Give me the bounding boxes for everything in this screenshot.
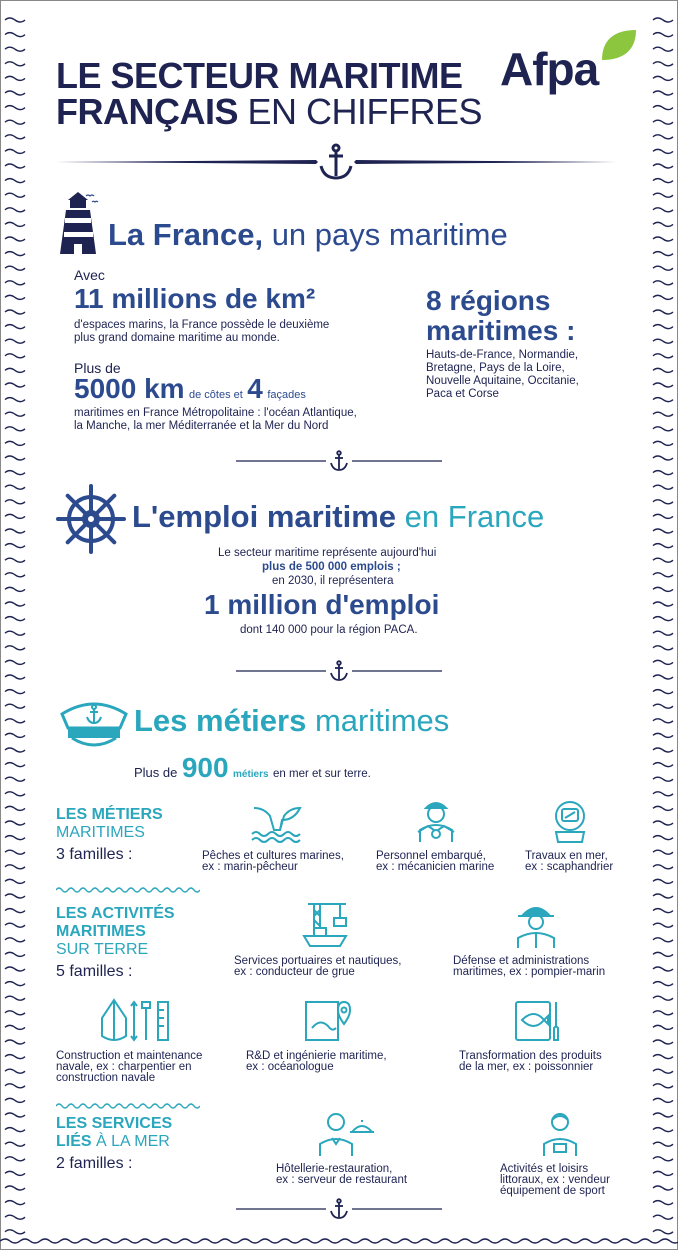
wave-stroke bbox=[5, 427, 25, 431]
cat2-head-line1: LES ACTIVITÉS bbox=[56, 905, 175, 922]
wave-stroke bbox=[5, 996, 25, 1000]
wave-stroke bbox=[653, 719, 673, 723]
cat2-job1-line1: Services portuaires et nautiques, bbox=[234, 955, 402, 967]
wave-stroke bbox=[5, 1171, 25, 1175]
fish-board-icon bbox=[512, 998, 562, 1044]
wave-stroke bbox=[653, 62, 673, 66]
wave-stroke bbox=[5, 573, 25, 577]
wave-stroke bbox=[653, 1201, 673, 1205]
wave-stroke bbox=[653, 617, 673, 621]
wave-stroke bbox=[653, 179, 673, 183]
wave-stroke bbox=[653, 967, 673, 971]
wave-stroke bbox=[653, 120, 673, 124]
wave-stroke bbox=[5, 1186, 25, 1190]
cat3-head-line1: LES SERVICES bbox=[56, 1115, 173, 1132]
captain-hat-icon bbox=[58, 694, 130, 752]
main-title-bold: FRANÇAIS bbox=[56, 91, 238, 132]
metiers-count: 900 bbox=[181, 752, 229, 783]
wave-stroke bbox=[5, 967, 25, 971]
wave-stroke bbox=[5, 1142, 25, 1146]
wave-stroke bbox=[653, 1171, 673, 1175]
emploi-line3: en 2030, il représentera bbox=[272, 575, 394, 587]
wave-stroke bbox=[5, 149, 25, 153]
wave-stroke bbox=[653, 412, 673, 416]
wave-stroke bbox=[5, 1040, 25, 1044]
wave-stroke bbox=[653, 500, 673, 504]
wave-stroke bbox=[653, 427, 673, 431]
metiers-plus-de: Plus de bbox=[134, 765, 178, 780]
cat2-job4-line2: ex : océanologue bbox=[246, 1061, 334, 1073]
wave-stroke bbox=[5, 33, 25, 37]
cat1-job1-line1: Pêches et cultures marines, bbox=[202, 850, 344, 862]
vendor-icon bbox=[538, 1110, 582, 1158]
anchor-divider-bottom bbox=[236, 1198, 442, 1220]
wave-stroke bbox=[653, 544, 673, 548]
anchor-divider-2 bbox=[236, 660, 442, 682]
wave-stroke bbox=[653, 1011, 673, 1015]
wave-stroke bbox=[5, 1011, 25, 1015]
wave-stroke bbox=[5, 1157, 25, 1161]
wave-stroke bbox=[653, 1055, 673, 1059]
wave-stroke bbox=[653, 398, 673, 402]
wave-stroke bbox=[653, 471, 673, 475]
wave-stroke bbox=[5, 456, 25, 460]
wave-stroke bbox=[653, 135, 673, 139]
ship-wheel-icon bbox=[56, 484, 126, 554]
cat1-families: 3 familles : bbox=[56, 846, 133, 863]
regions-list-line4: Paca et Corse bbox=[426, 388, 499, 400]
cat1-job1-line2: ex : marin-pêcheur bbox=[202, 861, 298, 873]
wave-stroke bbox=[653, 909, 673, 913]
wave-stroke bbox=[5, 792, 25, 796]
wave-stroke bbox=[653, 529, 673, 533]
wave-stroke bbox=[653, 149, 673, 153]
wave-stroke bbox=[653, 923, 673, 927]
wave-stroke bbox=[5, 222, 25, 226]
wave-stroke bbox=[5, 894, 25, 898]
wave-stroke bbox=[653, 514, 673, 518]
wave-stroke bbox=[653, 1230, 673, 1234]
cat2-job3-line3: construction navale bbox=[56, 1072, 156, 1084]
cat2-job4-line1: R&D et ingénierie maritime, bbox=[246, 1050, 387, 1062]
wave-stroke bbox=[5, 879, 25, 883]
wave-stroke bbox=[653, 208, 673, 212]
wave-stroke bbox=[653, 237, 673, 241]
wave-stroke bbox=[653, 1128, 673, 1132]
wave-stroke bbox=[5, 1069, 25, 1073]
wave-stroke bbox=[653, 850, 673, 854]
wave-stroke bbox=[5, 1113, 25, 1117]
wave-stroke bbox=[653, 1040, 673, 1044]
cat2-head-line2: MARITIMES bbox=[56, 923, 146, 940]
wave-stroke bbox=[653, 354, 673, 358]
section-metiers-heading bbox=[134, 704, 449, 738]
cat3-head-line2 bbox=[56, 1133, 170, 1151]
wave-stroke bbox=[5, 193, 25, 197]
wave-stroke bbox=[5, 1128, 25, 1132]
france-heading-bold: La France, bbox=[108, 217, 264, 252]
coast-text-line2: la Manche, la mer Méditerranée et la Mer du Nord bbox=[74, 420, 329, 432]
wave-stroke bbox=[5, 704, 25, 708]
emploi-line2: plus de 500 000 emplois ; bbox=[262, 561, 401, 573]
cat3-job2-line1: Activités et loisirs bbox=[500, 1163, 589, 1175]
wave-stroke bbox=[5, 690, 25, 694]
area-value: 11 millions de km² bbox=[74, 283, 316, 314]
wave-stroke bbox=[5, 544, 25, 548]
wave-stroke bbox=[5, 1055, 25, 1059]
section-emploi-heading bbox=[132, 500, 544, 534]
wave-stroke bbox=[5, 398, 25, 402]
port-crane-icon bbox=[300, 900, 350, 950]
wave-stroke bbox=[5, 76, 25, 80]
wave-stroke bbox=[653, 47, 673, 51]
wave-stroke bbox=[653, 339, 673, 343]
mechanic-icon bbox=[414, 796, 458, 844]
left-wave-border bbox=[4, 14, 26, 1236]
wave-stroke bbox=[5, 383, 25, 387]
wave-stroke bbox=[5, 354, 25, 358]
cat2-job3-line1: Construction et maintenance bbox=[56, 1050, 203, 1062]
lighthouse-icon bbox=[56, 192, 102, 256]
cat2-head-line3: SUR TERRE bbox=[56, 941, 149, 958]
france-heading-light: un pays maritime bbox=[271, 217, 508, 252]
wave-stroke bbox=[653, 763, 673, 767]
emploi-big: 1 million d'emploi bbox=[204, 589, 440, 620]
wave-stroke bbox=[5, 62, 25, 66]
cat3-job1-line2: ex : serveur de restaurant bbox=[276, 1174, 408, 1186]
bottom-wave-border bbox=[0, 1236, 678, 1246]
wave-stroke bbox=[5, 558, 25, 562]
wave-stroke bbox=[653, 1098, 673, 1102]
metiers-heading-bold: Les métiers bbox=[134, 703, 307, 738]
wave-stroke bbox=[653, 1215, 673, 1219]
wave-stroke bbox=[653, 806, 673, 810]
wave-stroke bbox=[5, 281, 25, 285]
wave-stroke bbox=[653, 193, 673, 197]
waiter-icon bbox=[316, 1110, 376, 1158]
cat1-head-line2: MARITIMES bbox=[56, 824, 145, 841]
wave-stroke bbox=[653, 76, 673, 80]
cat3-head-bold: LIÉS bbox=[56, 1133, 92, 1150]
main-title-line1: LE SECTEUR MARITIME bbox=[56, 55, 463, 96]
cat2-job5-line2: de la mer, ex : poissonnier bbox=[459, 1061, 594, 1073]
plus-de-label: Plus de bbox=[74, 360, 121, 376]
section-france-heading bbox=[108, 218, 508, 252]
wave-stroke bbox=[5, 266, 25, 270]
wave-stroke bbox=[5, 412, 25, 416]
afpa-logo: Afpa bbox=[500, 43, 599, 95]
regions-list-line1: Hauts-de-France, Normandie, bbox=[426, 349, 579, 361]
wave-stroke bbox=[653, 266, 673, 270]
wave-stroke bbox=[653, 646, 673, 650]
wave-stroke bbox=[5, 252, 25, 256]
cat3-job1-line1: Hôtellerie-restauration, bbox=[276, 1163, 393, 1175]
wave-stroke bbox=[653, 1142, 673, 1146]
wave-stroke bbox=[5, 339, 25, 343]
cat2-families: 5 familles : bbox=[56, 963, 133, 980]
emploi-line1: Le secteur maritime représente aujourd'hui bbox=[218, 547, 437, 559]
wavy-separator-1 bbox=[56, 886, 200, 894]
wave-stroke bbox=[5, 587, 25, 591]
wave-stroke bbox=[5, 135, 25, 139]
main-title-line2 bbox=[56, 91, 483, 132]
wave-stroke bbox=[5, 821, 25, 825]
wave-stroke bbox=[653, 1186, 673, 1190]
main-title-light: EN CHIFFRES bbox=[247, 91, 483, 132]
wave-stroke bbox=[5, 836, 25, 840]
wave-stroke bbox=[653, 1113, 673, 1117]
wave-stroke bbox=[5, 777, 25, 781]
cat2-job2-line2: maritimes, ex : pompier-marin bbox=[453, 966, 606, 978]
cat3-job2-line2: littoraux, ex : vendeur bbox=[500, 1174, 610, 1186]
wave-stroke bbox=[653, 982, 673, 986]
cat1-job2-line2: ex : mécanicien marine bbox=[376, 861, 495, 873]
wave-stroke bbox=[653, 748, 673, 752]
cat2-job3-line2: navale, ex : charpentier en bbox=[56, 1061, 192, 1073]
wave-stroke bbox=[5, 806, 25, 810]
wave-stroke bbox=[5, 441, 25, 445]
cat1-head-line1: LES MÉTIERS bbox=[56, 806, 163, 823]
facades-label: façades bbox=[267, 389, 306, 401]
wave-stroke bbox=[5, 763, 25, 767]
coast-line bbox=[74, 374, 306, 404]
wave-stroke bbox=[5, 208, 25, 212]
coast-text-line1: maritimes en France Métropolitaine : l'océan Atlantique, bbox=[74, 407, 357, 419]
anchor-divider-top bbox=[56, 142, 616, 182]
regions-list-line3: Nouvelle Aquitaine, Occitanie, bbox=[426, 375, 579, 387]
wave-stroke bbox=[5, 631, 25, 635]
wave-stroke bbox=[653, 879, 673, 883]
wave-stroke bbox=[5, 325, 25, 329]
wave-stroke bbox=[653, 310, 673, 314]
facades-value: 4 bbox=[247, 373, 263, 404]
regions-line1: 8 régions bbox=[426, 285, 551, 316]
wave-stroke bbox=[5, 529, 25, 533]
anchor-divider-1 bbox=[236, 450, 442, 472]
wave-stroke bbox=[5, 675, 25, 679]
wave-stroke bbox=[5, 850, 25, 854]
regions-line2: maritimes : bbox=[426, 315, 576, 346]
wave-stroke bbox=[653, 164, 673, 168]
wave-stroke bbox=[653, 865, 673, 869]
wave-stroke bbox=[653, 281, 673, 285]
wave-stroke bbox=[653, 777, 673, 781]
wave-stroke bbox=[5, 938, 25, 942]
cat1-job3-line2: ex : scaphandrier bbox=[525, 861, 614, 873]
wave-stroke bbox=[653, 91, 673, 95]
wave-stroke bbox=[5, 368, 25, 372]
wave-stroke bbox=[5, 952, 25, 956]
wave-stroke bbox=[5, 18, 25, 22]
wave-stroke bbox=[5, 602, 25, 606]
cat3-head-light: À LA MER bbox=[96, 1133, 170, 1150]
wave-stroke bbox=[5, 865, 25, 869]
wave-stroke bbox=[653, 485, 673, 489]
wave-stroke bbox=[5, 923, 25, 927]
wave-stroke bbox=[5, 1201, 25, 1205]
metiers-count-line bbox=[134, 752, 371, 784]
map-icon bbox=[302, 998, 352, 1044]
coast-mid: de côtes et bbox=[189, 389, 243, 401]
wave-stroke bbox=[5, 47, 25, 51]
wave-stroke bbox=[653, 792, 673, 796]
cat1-job2-line1: Personnel embarqué, bbox=[376, 850, 486, 862]
wave-stroke bbox=[5, 485, 25, 489]
wavy-separator-2 bbox=[56, 1102, 200, 1110]
wave-stroke bbox=[5, 237, 25, 241]
wave-stroke bbox=[653, 222, 673, 226]
wave-stroke bbox=[653, 456, 673, 460]
wave-stroke bbox=[5, 646, 25, 650]
wave-stroke bbox=[5, 1215, 25, 1219]
wave-stroke bbox=[653, 733, 673, 737]
afpa-leaf-icon bbox=[600, 28, 638, 62]
wave-stroke bbox=[653, 704, 673, 708]
metiers-count-tail: en mer et sur terre. bbox=[273, 768, 371, 780]
emploi-heading-bold: L'emploi maritime bbox=[132, 499, 397, 534]
wave-stroke bbox=[5, 660, 25, 664]
wave-stroke bbox=[5, 310, 25, 314]
wave-stroke bbox=[653, 383, 673, 387]
diver-icon bbox=[550, 798, 590, 844]
wave-stroke bbox=[653, 573, 673, 577]
wave-stroke bbox=[653, 952, 673, 956]
wave-stroke bbox=[653, 1084, 673, 1088]
wave-stroke bbox=[5, 295, 25, 299]
wave-stroke bbox=[653, 558, 673, 562]
wave-stroke bbox=[5, 500, 25, 504]
wave-stroke bbox=[5, 909, 25, 913]
wave-stroke bbox=[5, 1084, 25, 1088]
wave-stroke bbox=[653, 106, 673, 110]
wave-stroke bbox=[5, 1230, 25, 1234]
wave-stroke bbox=[653, 821, 673, 825]
cat3-families: 2 familles : bbox=[56, 1155, 133, 1172]
coast-value: 5000 km bbox=[74, 373, 185, 404]
wave-stroke bbox=[5, 748, 25, 752]
wave-stroke bbox=[653, 660, 673, 664]
cat2-job5-line1: Transformation des produits bbox=[459, 1050, 602, 1062]
wave-stroke bbox=[653, 894, 673, 898]
avec-label: Avec bbox=[74, 267, 105, 283]
wave-stroke bbox=[653, 18, 673, 22]
wave-stroke bbox=[653, 690, 673, 694]
whale-tail-icon bbox=[250, 804, 304, 844]
cat1-job3-line1: Travaux en mer, bbox=[525, 850, 608, 862]
wave-stroke bbox=[653, 441, 673, 445]
wave-stroke bbox=[653, 602, 673, 606]
wave-stroke bbox=[5, 1098, 25, 1102]
wave-stroke bbox=[5, 1025, 25, 1029]
wave-stroke bbox=[653, 836, 673, 840]
wave-stroke bbox=[5, 719, 25, 723]
wave-stroke bbox=[653, 631, 673, 635]
wave-stroke bbox=[5, 617, 25, 621]
wave-stroke bbox=[653, 675, 673, 679]
metiers-heading-light: maritimes bbox=[314, 703, 450, 738]
cat2-job1-line2: ex : conducteur de grue bbox=[234, 966, 355, 978]
shipbuilding-icon bbox=[98, 996, 176, 1044]
wave-stroke bbox=[653, 996, 673, 1000]
wave-stroke bbox=[653, 325, 673, 329]
area-text-line1: d'espaces marins, la France possède le deuxième bbox=[74, 319, 330, 331]
area-text-line2: plus grand domaine maritime au monde. bbox=[74, 332, 280, 344]
cat3-job2-line3: équipement de sport bbox=[500, 1185, 605, 1197]
wave-stroke bbox=[653, 587, 673, 591]
emploi-heading-light: en France bbox=[404, 499, 545, 534]
wave-stroke bbox=[5, 471, 25, 475]
wave-stroke bbox=[653, 33, 673, 37]
wave-stroke bbox=[653, 1157, 673, 1161]
wave-stroke bbox=[5, 120, 25, 124]
regions-list-line2: Bretagne, Pays de la Loire, bbox=[426, 362, 565, 374]
wave-stroke bbox=[5, 106, 25, 110]
right-wave-border bbox=[652, 14, 674, 1236]
wave-stroke bbox=[5, 164, 25, 168]
wave-stroke bbox=[5, 514, 25, 518]
wave-stroke bbox=[653, 295, 673, 299]
wave-stroke bbox=[5, 982, 25, 986]
wave-stroke bbox=[5, 91, 25, 95]
emploi-line4: dont 140 000 pour la région PACA. bbox=[240, 624, 418, 636]
wave-stroke bbox=[653, 252, 673, 256]
wave-stroke bbox=[653, 1025, 673, 1029]
wave-stroke bbox=[653, 1069, 673, 1073]
metiers-count-label: métiers bbox=[233, 769, 269, 780]
wave-stroke bbox=[653, 938, 673, 942]
firefighter-icon bbox=[512, 900, 560, 950]
wave-stroke bbox=[653, 368, 673, 372]
wave-stroke bbox=[5, 733, 25, 737]
cat2-job2-line1: Défense et administrations bbox=[453, 955, 590, 967]
wave-stroke bbox=[5, 179, 25, 183]
